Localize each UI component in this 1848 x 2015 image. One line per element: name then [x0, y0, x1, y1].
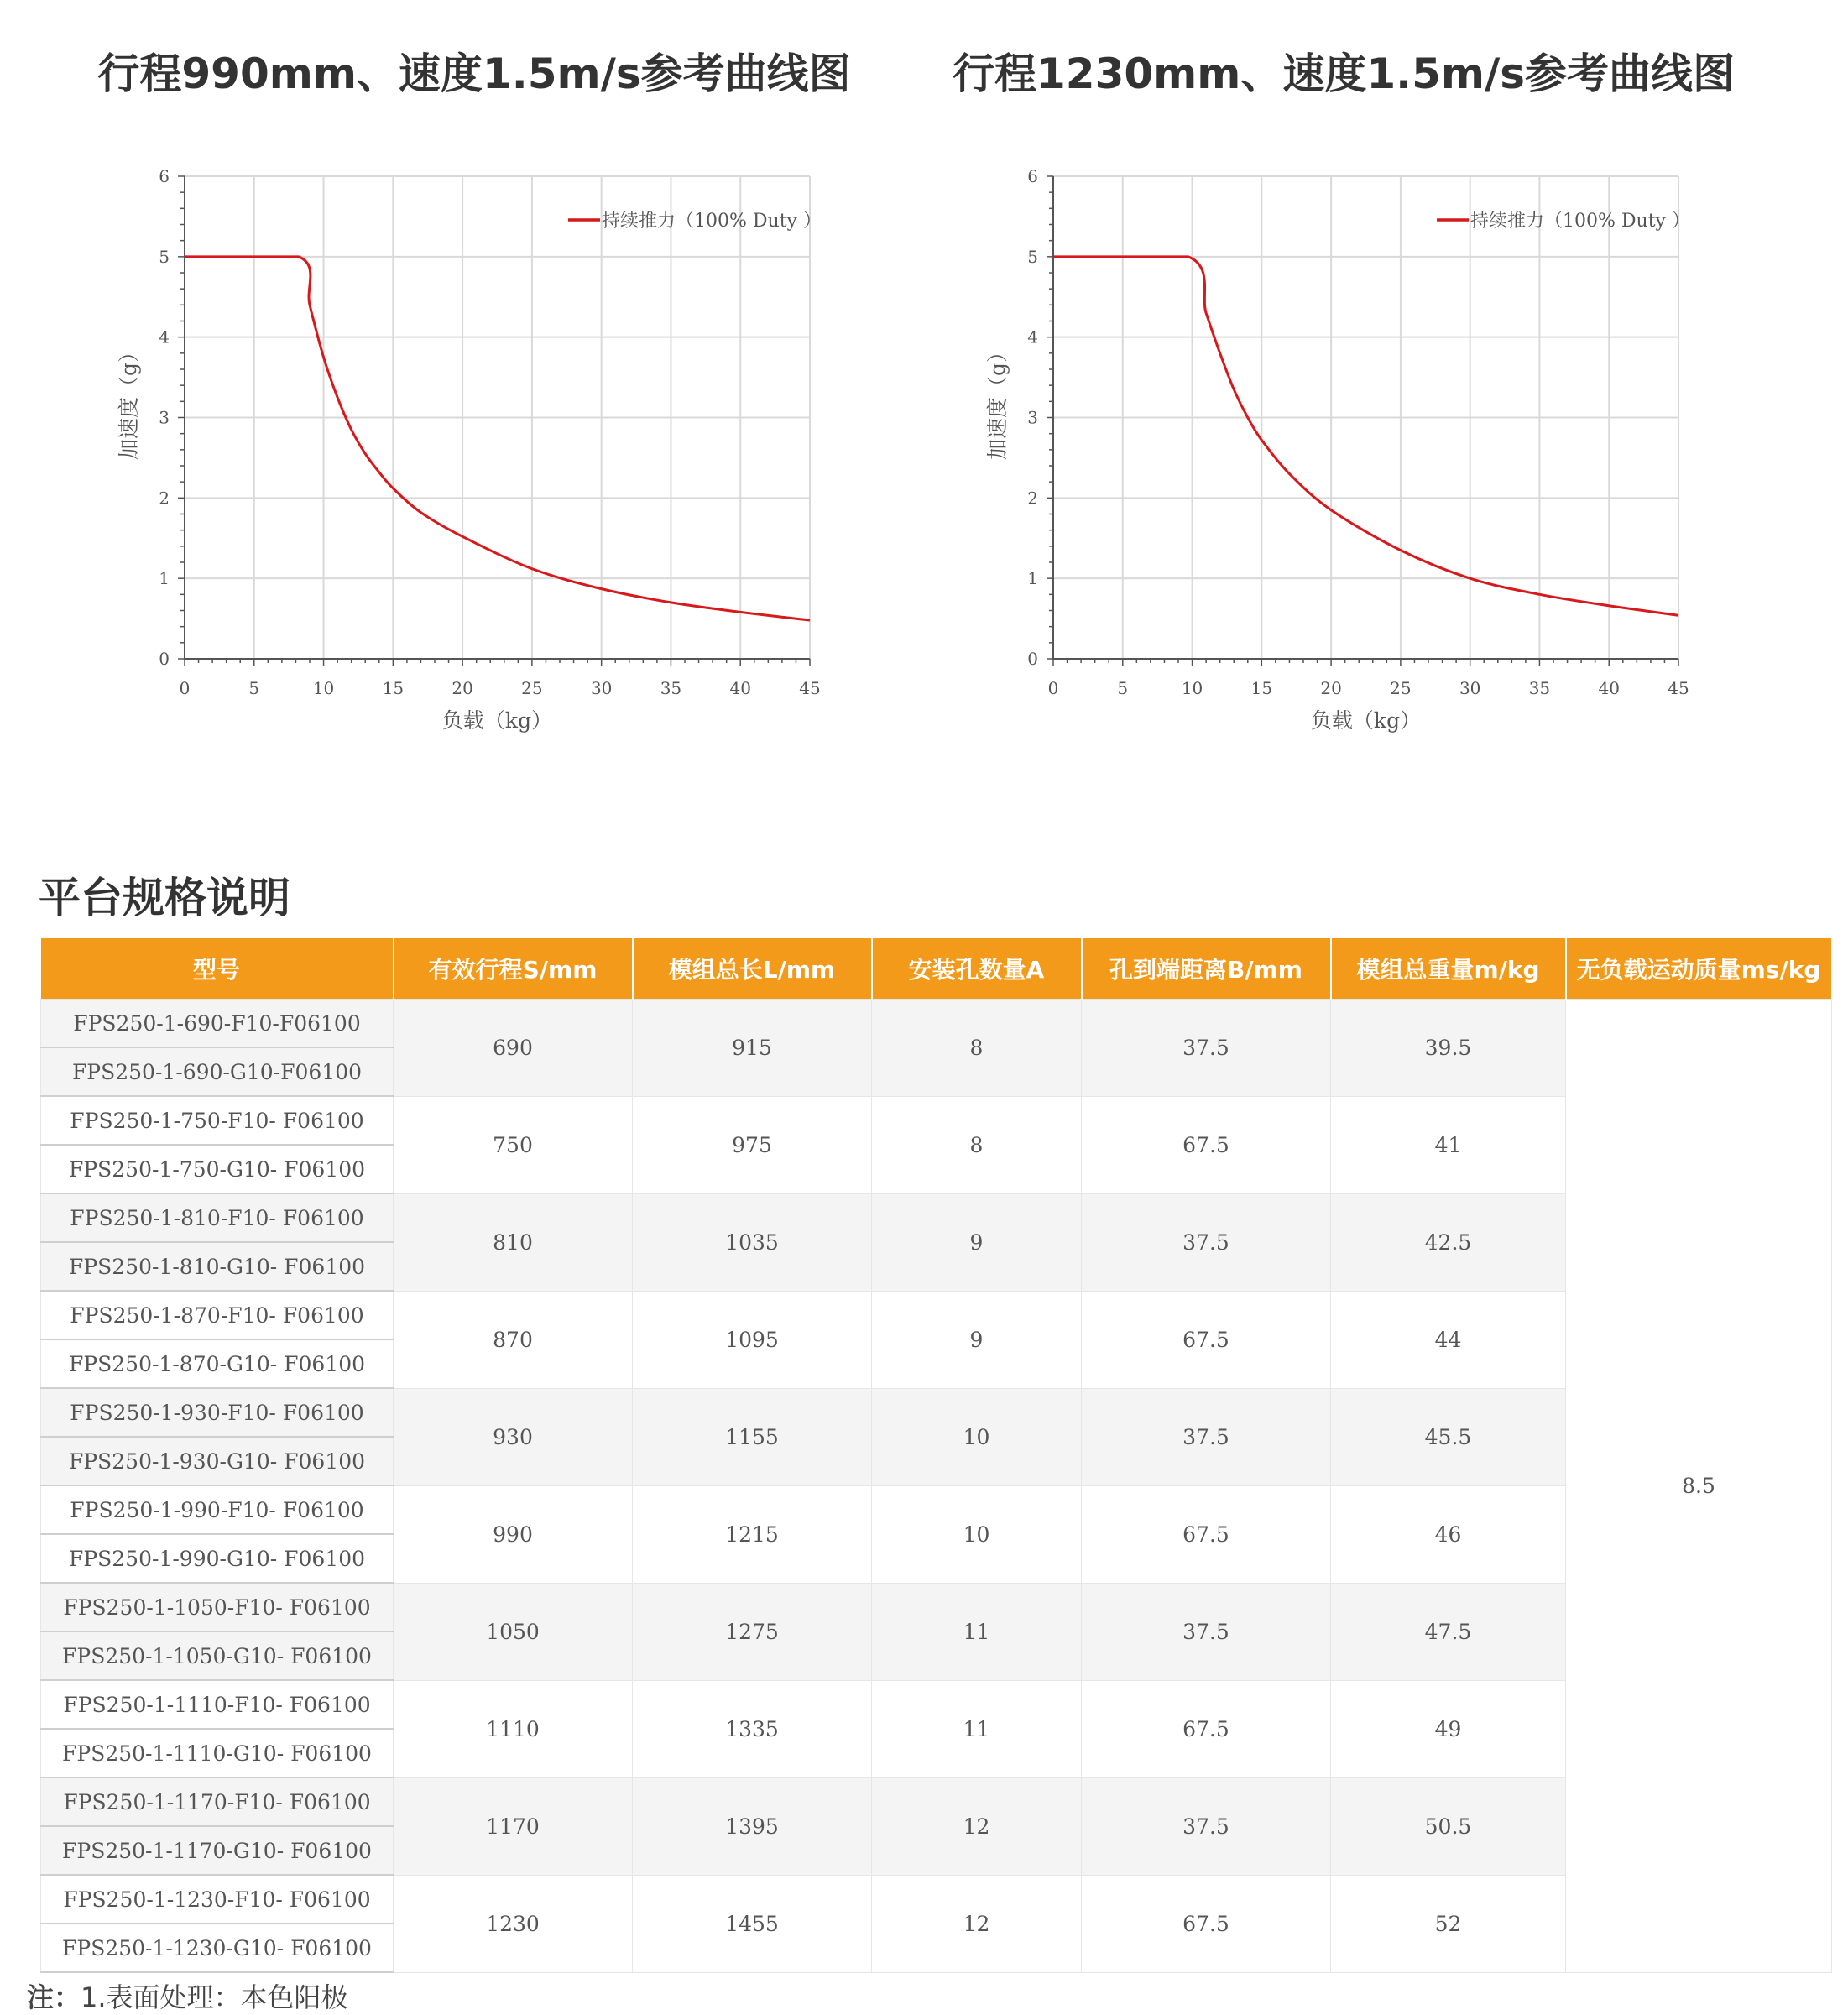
- table-row: [41, 1583, 1832, 1631]
- x-tick-label: 0: [179, 678, 191, 698]
- stroke-cell: 1110: [394, 1680, 633, 1777]
- y-tick-label: 5: [159, 246, 170, 267]
- weight-cell: 47.5: [1331, 1583, 1566, 1680]
- length-cell: 1395: [633, 1777, 872, 1875]
- x-tick-label: 20: [1320, 678, 1342, 698]
- model-cell: FPS250-1-930-G10- F06100: [41, 1437, 394, 1485]
- model-cell: FPS250-1-750-G10- F06100: [41, 1145, 394, 1193]
- x-axis-label: 负载（kg）: [1310, 708, 1422, 733]
- model-cell: FPS250-1-1170-G10- F06100: [41, 1826, 394, 1875]
- table-row: [41, 1485, 1832, 1534]
- model-cell: FPS250-1-1110-F10- F06100: [41, 1680, 394, 1729]
- section-title: 平台规格说明: [39, 874, 290, 922]
- y-tick-label: 4: [1027, 326, 1038, 347]
- table-row: [41, 1096, 1832, 1145]
- stroke-cell: 1050: [394, 1583, 633, 1680]
- series-line: [1053, 257, 1678, 615]
- holes-cell: 12: [872, 1875, 1082, 1972]
- holes-cell: 9: [872, 1193, 1082, 1291]
- table-row: [41, 1777, 1832, 1826]
- x-tick-label: 40: [1598, 678, 1620, 698]
- chart-title-right: 行程1230mm、速度1.5m/s参考曲线图: [953, 50, 1736, 98]
- legend-label: 持续推力（100% Duty ）: [602, 211, 822, 232]
- footnote-text: 1.表面处理：本色阳极: [81, 1981, 348, 2013]
- x-tick-label: 30: [1459, 678, 1481, 698]
- distance-cell: 37.5: [1082, 1583, 1331, 1680]
- x-tick-label: 40: [729, 678, 751, 698]
- model-cell: FPS250-1-1230-G10- F06100: [41, 1924, 394, 1972]
- x-axis-label: 负载（kg）: [441, 708, 553, 733]
- x-tick-label: 30: [590, 678, 613, 698]
- column-header: 有效行程S/mm: [394, 938, 633, 1000]
- x-tick-label: 45: [799, 678, 821, 698]
- weight-cell: 42.5: [1331, 1193, 1566, 1291]
- model-cell: FPS250-1-990-F10- F06100: [41, 1485, 394, 1534]
- model-cell: FPS250-1-1110-G10- F06100: [41, 1729, 394, 1777]
- length-cell: 1455: [633, 1875, 872, 1972]
- weight-cell: 46: [1331, 1485, 1566, 1583]
- distance-cell: 67.5: [1082, 1096, 1331, 1193]
- x-tick-label: 0: [1047, 678, 1059, 698]
- y-tick-label: 3: [1027, 407, 1038, 428]
- y-tick-label: 1: [1027, 568, 1038, 589]
- distance-cell: 37.5: [1082, 1193, 1331, 1291]
- column-header: 孔到端距离B/mm: [1082, 938, 1331, 1000]
- table-row: [41, 1291, 1832, 1339]
- length-cell: 1155: [633, 1388, 872, 1485]
- chart-title-left: 行程990mm、速度1.5m/s参考曲线图: [97, 50, 851, 98]
- y-tick-label: 3: [159, 407, 170, 428]
- y-tick-label: 5: [1027, 246, 1038, 267]
- y-tick-label: 6: [159, 166, 170, 186]
- weight-cell: 44: [1331, 1291, 1566, 1388]
- x-tick-label: 45: [1668, 678, 1689, 698]
- model-cell: FPS250-1-690-G10-F06100: [41, 1047, 394, 1096]
- x-tick-label: 20: [452, 678, 473, 698]
- column-header: 型号: [41, 938, 394, 1000]
- distance-cell: 37.5: [1082, 1000, 1331, 1097]
- table-row: [41, 1680, 1832, 1729]
- column-header: 模组总重量m/kg: [1331, 938, 1566, 1000]
- length-cell: 1275: [633, 1583, 872, 1680]
- weight-cell: 41: [1331, 1096, 1566, 1193]
- model-cell: FPS250-1-690-F10-F06100: [41, 1000, 394, 1048]
- stroke-cell: 750: [394, 1096, 633, 1193]
- stroke-cell: 810: [394, 1193, 633, 1291]
- y-tick-label: 0: [1027, 649, 1038, 669]
- x-tick-label: 10: [312, 678, 335, 698]
- table-row: [41, 1875, 1832, 1924]
- weight-cell: 39.5: [1331, 1000, 1566, 1097]
- length-cell: 915: [633, 1000, 872, 1097]
- y-tick-label: 2: [1027, 488, 1038, 509]
- y-tick-label: 4: [159, 326, 170, 347]
- column-header: 安装孔数量A: [872, 938, 1082, 1000]
- y-tick-label: 6: [1027, 166, 1038, 186]
- model-cell: FPS250-1-1230-F10- F06100: [41, 1875, 394, 1924]
- length-cell: 975: [633, 1096, 872, 1193]
- length-cell: 1215: [633, 1485, 872, 1583]
- holes-cell: 8: [872, 1096, 1082, 1193]
- model-cell: FPS250-1-1170-F10- F06100: [41, 1777, 394, 1826]
- x-tick-label: 15: [1250, 678, 1273, 698]
- x-tick-label: 35: [660, 678, 682, 698]
- length-cell: 1095: [633, 1291, 872, 1388]
- footnote: [27, 1976, 348, 2015]
- x-tick-label: 5: [1117, 678, 1129, 698]
- chart-left: [101, 143, 839, 747]
- length-cell: 1335: [633, 1680, 872, 1777]
- unloaded-mass-cell: 8.5: [1566, 1000, 1832, 1973]
- model-cell: FPS250-1-930-F10- F06100: [41, 1388, 394, 1437]
- y-tick-label: 1: [159, 568, 170, 589]
- table-row: [41, 1388, 1832, 1437]
- footnote-label: 注：: [27, 1981, 81, 2013]
- model-cell: FPS250-1-870-G10- F06100: [41, 1339, 394, 1388]
- x-tick-label: 35: [1528, 678, 1551, 698]
- distance-cell: 67.5: [1082, 1680, 1331, 1777]
- distance-cell: 67.5: [1082, 1485, 1331, 1583]
- y-axis-label: 加速度（g）: [985, 341, 1010, 461]
- distance-cell: 67.5: [1082, 1291, 1331, 1388]
- x-tick-label: 15: [382, 678, 405, 698]
- distance-cell: 37.5: [1082, 1777, 1331, 1875]
- holes-cell: 12: [872, 1777, 1082, 1875]
- table-row: [41, 1000, 1832, 1048]
- column-header: 无负载运动质量ms/kg: [1566, 938, 1832, 1000]
- spec-table: [40, 938, 1833, 1973]
- x-tick-label: 25: [1390, 678, 1412, 698]
- model-cell: FPS250-1-990-G10- F06100: [41, 1534, 394, 1583]
- x-tick-label: 25: [521, 678, 543, 698]
- stroke-cell: 1230: [394, 1875, 633, 1972]
- legend-label: 持续推力（100% Duty ）: [1470, 211, 1690, 232]
- model-cell: FPS250-1-1050-F10- F06100: [41, 1583, 394, 1631]
- weight-cell: 45.5: [1331, 1388, 1566, 1485]
- chart-right: [969, 143, 1708, 747]
- column-header: 模组总长L/mm: [633, 938, 872, 1000]
- table-header-row: [41, 938, 1832, 1000]
- stroke-cell: 1170: [394, 1777, 633, 1875]
- model-cell: FPS250-1-870-F10- F06100: [41, 1291, 394, 1339]
- weight-cell: 49: [1331, 1680, 1566, 1777]
- y-tick-label: 0: [159, 649, 170, 669]
- weight-cell: 52: [1331, 1875, 1566, 1972]
- holes-cell: 10: [872, 1485, 1082, 1583]
- weight-cell: 50.5: [1331, 1777, 1566, 1875]
- stroke-cell: 990: [394, 1485, 633, 1583]
- holes-cell: 9: [872, 1291, 1082, 1388]
- holes-cell: 11: [872, 1583, 1082, 1680]
- stroke-cell: 870: [394, 1291, 633, 1388]
- holes-cell: 11: [872, 1680, 1082, 1777]
- model-cell: FPS250-1-1050-G10- F06100: [41, 1631, 394, 1680]
- holes-cell: 8: [872, 1000, 1082, 1097]
- x-tick-label: 5: [248, 678, 260, 698]
- stroke-cell: 930: [394, 1388, 633, 1485]
- x-tick-label: 10: [1181, 678, 1203, 698]
- stroke-cell: 690: [394, 1000, 633, 1097]
- holes-cell: 10: [872, 1388, 1082, 1485]
- distance-cell: 67.5: [1082, 1875, 1331, 1972]
- series-line: [185, 257, 810, 620]
- y-tick-label: 2: [159, 488, 170, 509]
- y-axis-label: 加速度（g）: [117, 341, 141, 461]
- model-cell: FPS250-1-750-F10- F06100: [41, 1096, 394, 1145]
- distance-cell: 37.5: [1082, 1388, 1331, 1485]
- table-row: [41, 1193, 1832, 1242]
- length-cell: 1035: [633, 1193, 872, 1291]
- model-cell: FPS250-1-810-G10- F06100: [41, 1242, 394, 1291]
- model-cell: FPS250-1-810-F10- F06100: [41, 1193, 394, 1242]
